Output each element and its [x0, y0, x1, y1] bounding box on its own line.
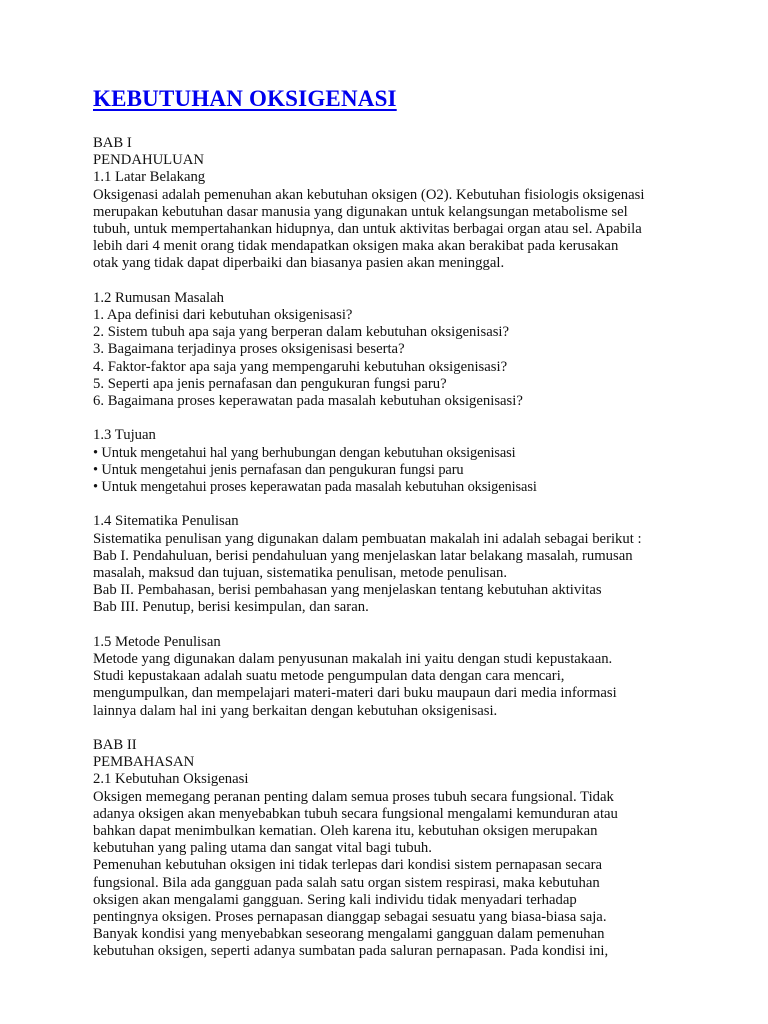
text-line: mengumpulkan, dan mempelajari materi-materi dari buku maupaun dari media informasi — [93, 685, 617, 702]
text-line: Bab III. Penutup, berisi kesimpulan, dan saran. — [93, 599, 369, 616]
text-line: 1. Apa definisi dari kebutuhan oksigenisasi? — [93, 307, 353, 324]
text-line: 1.4 Sitematika Penulisan — [93, 513, 239, 530]
text-line: 1.3 Tujuan — [93, 427, 156, 444]
text-line: • Untuk mengetahui hal yang berhubungan dengan kebutuhan oksigenisasi — [93, 444, 516, 461]
text-line: BAB I — [93, 135, 132, 151]
text-line: • Untuk mengetahui proses keperawatan pada masalah kebutuhan oksigenisasi — [93, 479, 537, 496]
text-line: pentingnya oksigen. Proses pernapasan dianggap sebagai sesuatu yang biasa-biasa saja. — [93, 909, 607, 926]
text-line: 2.1 Kebutuhan Oksigenasi — [93, 771, 249, 788]
paragraph-spacer — [93, 496, 728, 513]
text-line: 6. Bagaimana proses keperawatan pada masalah kebutuhan oksigenisasi? — [93, 393, 523, 410]
text-line: kebutuhan oksigen, seperti adanya sumbatan pada saluran pernapasan. Pada kondisi ini, — [93, 943, 609, 960]
paragraph-spacer — [93, 617, 728, 634]
text-line: 1.1 Latar Belakang — [93, 169, 206, 186]
text-line: PEMBAHASAN — [93, 754, 195, 771]
paragraph-spacer — [93, 410, 728, 427]
text-line: PENDAHULUAN — [93, 152, 204, 169]
text-line: Sistematika penulisan yang digunakan dalam pembuatan makalah ini adalah sebagai berikut : — [93, 530, 642, 547]
text-line: • Untuk mengetahui jenis pernafasan dan pengukuran fungsi paru — [93, 461, 464, 478]
text-line: 2. Sistem tubuh apa saja yang berperan dalam kebutuhan oksigenisasi? — [93, 324, 510, 341]
text-line: adanya oksigen akan menyebabkan tubuh secara fungsional mengalami kemunduran atau — [93, 805, 618, 822]
text-line: merupakan kebutuhan dasar manusia yang digunakan untuk kelangsungan metabolisme sel — [93, 203, 628, 220]
text-line: oksigen akan mengalami gangguan. Sering kali individu tidak menyadari terhadap — [93, 891, 577, 908]
text-line: BAB II — [93, 737, 137, 754]
text-line: masalah, maksud dan tujuan, sistematika penulisan, metode penulisan. — [93, 565, 508, 582]
text-line: otak yang tidak dapat diperbaiki dan biasanya pasien akan meninggal. — [93, 255, 505, 272]
text-line: Studi kepustakaan adalah suatu metode pengumpulan data dengan cara mencari, — [93, 668, 565, 685]
paragraph-spacer — [93, 273, 728, 290]
text-line: Bab II. Pembahasan, berisi pembahasan yang menjelaskan tentang kebutuhan aktivitas — [93, 582, 602, 599]
document-title-link[interactable]: KEBUTUHAN OKSIGENASI — [93, 86, 397, 111]
document-body — [93, 135, 728, 961]
text-line: 3. Bagaimana terjadinya proses oksigenisasi beserta? — [93, 341, 405, 358]
text-line: Oksigenasi adalah pemenuhan akan kebutuhan oksigen (O2). Kebutuhan fisiologis oksigenasi — [93, 186, 645, 203]
text-line: 1.2 Rumusan Masalah — [93, 289, 224, 306]
text-line: lebih dari 4 menit orang tidak mendapatkan oksigen maka akan berakibat pada kerusakan — [93, 238, 619, 255]
text-line: Pemenuhan kebutuhan oksigen ini tidak terlepas dari kondisi sistem pernapasan secara — [93, 857, 603, 874]
text-line: Oksigen memegang peranan penting dalam semua proses tubuh secara fungsional. Tidak — [93, 788, 614, 805]
text-line: tubuh, untuk mempertahankan hidupnya, dan untuk aktivitas berbagai organ atau sel. Apabila — [93, 221, 642, 238]
text-line: 1.5 Metode Penulisan — [93, 633, 221, 650]
paragraph-spacer — [93, 720, 728, 737]
text-line: lainnya dalam hal ini yang berkaitan dengan kebutuhan oksigenisasi. — [93, 702, 498, 719]
text-line: Banyak kondisi yang menyebabkan seseorang mengalami gangguan dalam pemenuhan — [93, 926, 605, 943]
text-line: bahkan dapat menimbulkan kematian. Oleh karena itu, kebutuhan oksigen merupakan — [93, 823, 598, 840]
text-line: 5. Seperti apa jenis pernafasan dan pengukuran fungsi paru? — [93, 375, 447, 392]
text-line: Metode yang digunakan dalam penyusunan makalah ini yaitu dengan studi kepustakaan. — [93, 651, 613, 668]
text-line: fungsional. Bila ada gangguan pada salah satu organ sistem respirasi, maka kebutuhan — [93, 874, 600, 891]
text-line: Bab I. Pendahuluan, berisi pendahuluan yang menjelaskan latar belakang masalah, rumusan — [93, 547, 633, 564]
text-line: 4. Faktor-faktor apa saja yang mempengaruhi kebutuhan oksigenisasi? — [93, 358, 508, 375]
text-line: kebutuhan yang paling utama dan sangat vital bagi tubuh. — [93, 840, 432, 857]
